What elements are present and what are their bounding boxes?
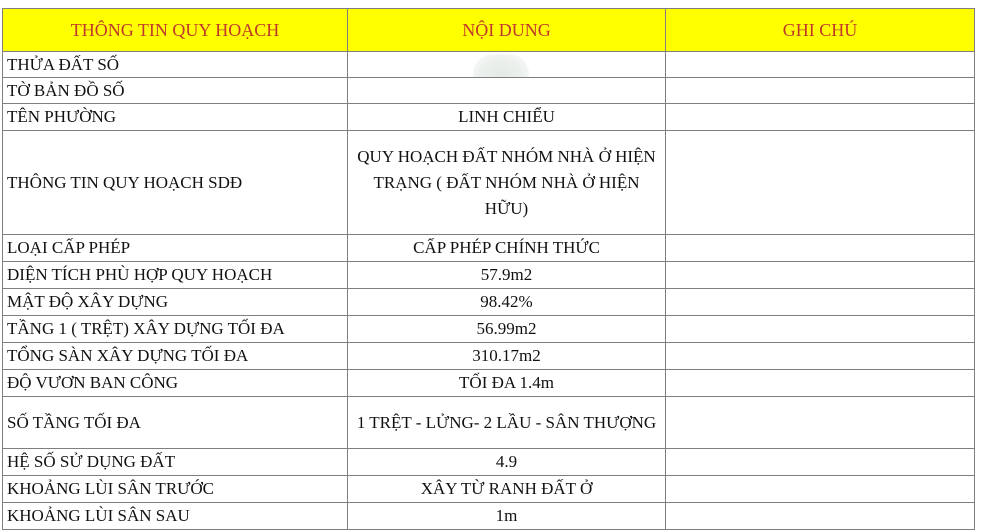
row-label[interactable]: LOẠI CẤP PHÉP — [3, 235, 348, 262]
row-value[interactable] — [348, 52, 666, 78]
row-label[interactable]: TÊN PHƯỜNG — [3, 104, 348, 131]
table-row — [3, 104, 975, 131]
row-value[interactable]: TỐI ĐA 1.4m — [348, 370, 666, 397]
table-row — [3, 343, 975, 370]
row-note[interactable] — [666, 52, 975, 78]
table-row — [3, 131, 975, 235]
row-value[interactable]: 4.9 — [348, 449, 666, 476]
table-row — [3, 235, 975, 262]
table-row — [3, 52, 975, 78]
row-value[interactable]: 57.9m2 — [348, 262, 666, 289]
row-note[interactable] — [666, 370, 975, 397]
row-value[interactable]: QUY HOẠCH ĐẤT NHÓM NHÀ Ở HIỆN TRẠNG ( ĐẤT NHÓM NHÀ Ở HIỆN HỮU) — [348, 131, 666, 235]
row-label[interactable]: DIỆN TÍCH PHÙ HỢP QUY HOẠCH — [3, 262, 348, 289]
header-note[interactable]: GHI CHÚ — [666, 9, 975, 52]
row-value[interactable]: 56.99m2 — [348, 316, 666, 343]
row-note[interactable] — [666, 449, 975, 476]
row-value[interactable]: 310.17m2 — [348, 343, 666, 370]
row-value[interactable] — [348, 78, 666, 104]
table-row — [3, 78, 975, 104]
row-label[interactable]: THỬA ĐẤT SỐ — [3, 52, 348, 78]
row-note[interactable] — [666, 343, 975, 370]
blurred-redaction — [473, 54, 529, 78]
row-note[interactable] — [666, 316, 975, 343]
row-value[interactable]: CẤP PHÉP CHÍNH THỨC — [348, 235, 666, 262]
planning-info-table — [2, 8, 975, 530]
row-label[interactable]: ĐỘ VƯƠN BAN CÔNG — [3, 370, 348, 397]
row-value[interactable]: 1m — [348, 503, 666, 530]
table-row — [3, 316, 975, 343]
row-label[interactable]: MẬT ĐỘ XÂY DỰNG — [3, 289, 348, 316]
row-label[interactable]: KHOẢNG LÙI SÂN TRƯỚC — [3, 476, 348, 503]
table-row — [3, 397, 975, 449]
table-row — [3, 262, 975, 289]
row-note[interactable] — [666, 503, 975, 530]
table-row — [3, 370, 975, 397]
table-row — [3, 503, 975, 530]
row-label[interactable]: SỐ TẦNG TỐI ĐA — [3, 397, 348, 449]
header-content[interactable]: NỘI DUNG — [348, 9, 666, 52]
row-label[interactable]: THÔNG TIN QUY HOẠCH SDĐ — [3, 131, 348, 235]
table-row — [3, 476, 975, 503]
row-value[interactable]: XÂY TỪ RANH ĐẤT Ở — [348, 476, 666, 503]
row-note[interactable] — [666, 262, 975, 289]
row-note[interactable] — [666, 476, 975, 503]
row-label[interactable]: KHOẢNG LÙI SÂN SAU — [3, 503, 348, 530]
sheet-top-strip — [0, 0, 982, 8]
row-value[interactable]: 1 TRỆT - LỬNG- 2 LẦU - SÂN THƯỢNG — [348, 397, 666, 449]
row-note[interactable] — [666, 235, 975, 262]
table-row — [3, 289, 975, 316]
row-value[interactable]: 98.42% — [348, 289, 666, 316]
row-note[interactable] — [666, 104, 975, 131]
row-label[interactable]: TẦNG 1 ( TRỆT) XÂY DỰNG TỐI ĐA — [3, 316, 348, 343]
planning-info-sheet — [2, 8, 974, 530]
row-note[interactable] — [666, 397, 975, 449]
row-value[interactable]: LINH CHIỂU — [348, 104, 666, 131]
row-note[interactable] — [666, 131, 975, 235]
row-label[interactable]: HỆ SỐ SỬ DỤNG ĐẤT — [3, 449, 348, 476]
row-label[interactable]: TỔNG SÀN XÂY DỰNG TỐI ĐA — [3, 343, 348, 370]
row-note[interactable] — [666, 78, 975, 104]
table-row — [3, 449, 975, 476]
header-planning-info[interactable]: THÔNG TIN QUY HOẠCH — [3, 9, 348, 52]
row-label[interactable]: TỜ BẢN ĐỒ SỐ — [3, 78, 348, 104]
header-row — [3, 9, 975, 52]
row-note[interactable] — [666, 289, 975, 316]
